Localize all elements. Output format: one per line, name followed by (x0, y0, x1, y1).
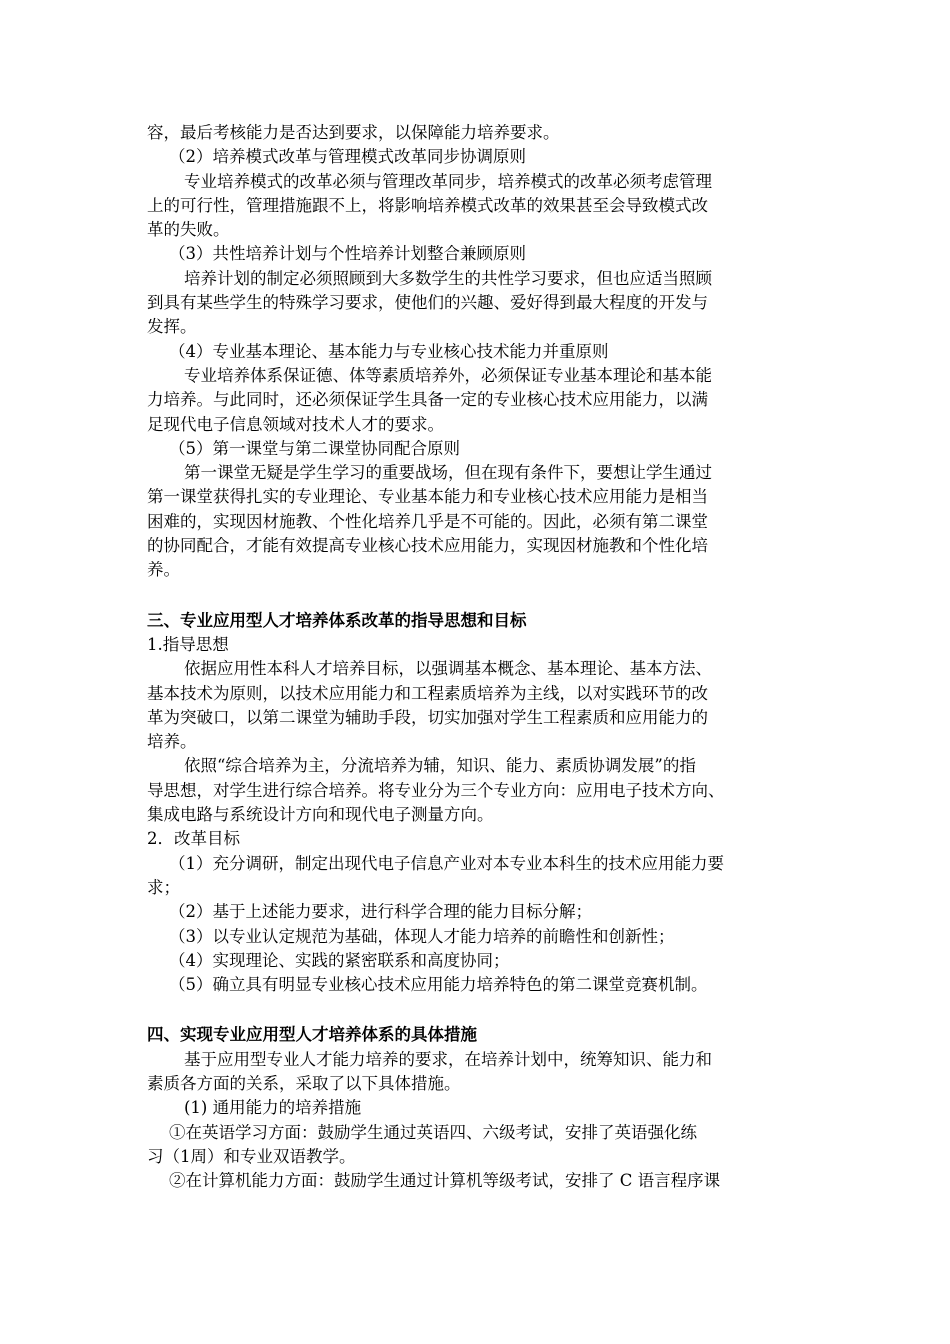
subheading: （3）共性培养计划与个性培养计划整合兼顾原则 (169, 244, 526, 264)
list-item: ②在计算机能力方面：鼓励学生通过计算机等级考试，安排了 C 语言程序课 (169, 1171, 721, 1191)
paragraph-line: 培养计划的制定必须照顾到大多数学生的共性学习要求，但也应适当照顾 (184, 268, 712, 288)
paragraph-line: 发挥。 (147, 317, 197, 337)
section-heading: 三、专业应用型人才培养体系改革的指导思想和目标 (147, 610, 527, 630)
paragraph-line: 力培养。与此同时，还必须保证学生具备一定的专业核心技术应用能力，以满 (147, 390, 708, 410)
paragraph-line: 专业培养体系保证德、体等素质培养外，必须保证专业基本理论和基本能 (184, 365, 712, 385)
paragraph-line: 习（1周）和专业双语教学。 (147, 1146, 356, 1166)
paragraph-line: 培养。 (147, 732, 197, 752)
subheading: （5）第一课堂与第二课堂协同配合原则 (169, 438, 460, 458)
paragraph-line: 到具有某些学生的特殊学习要求，使他们的兴趣、爱好得到最大程度的开发与 (147, 293, 708, 313)
paragraph-line: 足现代电子信息领域对技术人才的要求。 (147, 414, 444, 434)
paragraph-line: 革为突破口，以第二课堂为辅助手段，切实加强对学生工程素质和应用能力的 (147, 707, 708, 727)
list-item: （5）确立具有明显专业核心技术应用能力培养特色的第二课堂竞赛机制。 (169, 975, 708, 995)
paragraph-line: 第一课堂无疑是学生学习的重要战场，但在现有条件下，要想让学生通过 (184, 463, 712, 483)
subheading: 2．改革目标 (147, 829, 240, 849)
list-item: （2）基于上述能力要求，进行科学合理的能力目标分解； (169, 902, 592, 922)
paragraph-line: 依据应用性本科人才培养目标，以强调基本概念、基本理论、基本方法、 (184, 659, 712, 679)
paragraph-line: 养。 (147, 560, 180, 580)
list-item: ①在英语学习方面：鼓励学生通过英语四、六级考试，安排了英语强化练 (169, 1122, 697, 1142)
paragraph-line: 依照“综合培养为主，分流培养为辅，知识、能力、素质协调发展”的指 (184, 756, 696, 776)
section-gap (147, 997, 807, 1023)
paragraph-line: 基本技术为原则，以技术应用能力和工程素质培养为主线，以对实践环节的改 (147, 683, 708, 703)
paragraph-line: 集成电路与系统设计方向和现代电子测量方向。 (147, 805, 494, 825)
paragraph-line: 基于应用型专业人才能力培养的要求，在培养计划中，统筹知识、能力和 (184, 1049, 712, 1069)
document-page (147, 121, 807, 1193)
list-item: （4）实现理论、实践的紧密联系和高度协同； (169, 950, 510, 970)
paragraph-line: 困难的，实现因材施教、个性化培养几乎是不可能的。因此，必须有第二课堂 (147, 511, 708, 531)
subheading: 1.指导思想 (147, 634, 229, 654)
list-item: （1）充分调研，制定出现代电子信息产业对本专业本科生的技术应用能力要 (169, 853, 724, 873)
subheading: （4）专业基本理论、基本能力与专业核心技术能力并重原则 (169, 341, 609, 361)
paragraph-line: 素质各方面的关系，采取了以下具体措施。 (147, 1073, 461, 1093)
paragraph-line: 革的失败。 (147, 220, 230, 240)
paragraph-line: 上的可行性，管理措施跟不上，将影响培养模式改革的效果甚至会导致模式改 (147, 195, 708, 215)
paragraph-line: 的协同配合，才能有效提高专业核心技术应用能力，实现因材施教和个性化培 (147, 536, 708, 556)
list-item: （3）以专业认定规范为基础，体现人才能力培养的前瞻性和创新性； (169, 926, 675, 946)
section-heading: 四、实现专业应用型人才培养体系的具体措施 (147, 1025, 477, 1045)
paragraph-line: 导思想，对学生进行综合培养。将专业分为三个专业方向：应用电子技术方向、 (147, 780, 725, 800)
paragraph-line: 第一课堂获得扎实的专业理论、专业基本能力和专业核心技术应用能力是相当 (147, 487, 708, 507)
subheading: （2）培养模式改革与管理模式改革同步协调原则 (169, 147, 526, 167)
paragraph-line: 求； (147, 877, 180, 897)
section-gap (147, 583, 807, 609)
subheading: (1) 通用能力的培养措施 (184, 1098, 362, 1118)
paragraph-line: 专业培养模式的改革必须与管理改革同步，培养模式的改革必须考虑管理 (184, 171, 712, 191)
paragraph-line: 容，最后考核能力是否达到要求，以保障能力培养要求。 (147, 123, 560, 142)
